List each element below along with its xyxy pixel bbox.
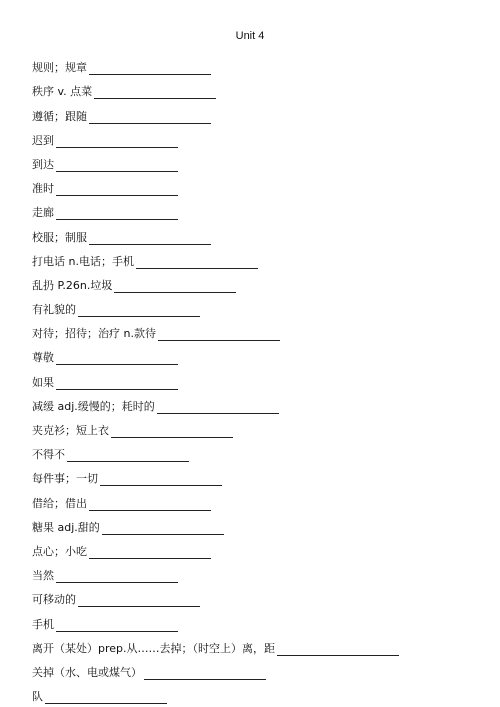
vocab-prompt: 糖果 adj.甜的 bbox=[32, 520, 100, 534]
vocab-row bbox=[32, 390, 480, 414]
answer-blank[interactable] bbox=[67, 449, 189, 462]
answer-blank[interactable] bbox=[56, 619, 178, 632]
answer-blank[interactable] bbox=[157, 401, 279, 414]
vocab-row bbox=[32, 220, 480, 244]
vocab-row bbox=[32, 245, 480, 269]
vocab-row bbox=[32, 607, 480, 631]
vocab-row bbox=[32, 99, 480, 123]
vocab-row bbox=[32, 124, 480, 148]
answer-blank[interactable] bbox=[56, 135, 178, 148]
vocab-prompt: 关掉（水、电或煤气） bbox=[32, 665, 142, 679]
answer-blank[interactable] bbox=[89, 546, 211, 559]
vocab-row bbox=[32, 632, 480, 656]
answer-blank[interactable] bbox=[277, 643, 399, 656]
answer-blank[interactable] bbox=[89, 62, 211, 75]
vocab-row bbox=[32, 462, 480, 486]
vocab-prompt: 乱扔 P.26n.垃圾 bbox=[32, 278, 113, 292]
answer-blank[interactable] bbox=[56, 207, 178, 220]
answer-blank[interactable] bbox=[102, 522, 224, 535]
vocab-prompt: 遵循；跟随 bbox=[32, 109, 87, 123]
vocab-row bbox=[32, 172, 480, 196]
vocab-row bbox=[32, 75, 480, 99]
answer-blank[interactable] bbox=[56, 377, 178, 390]
vocab-prompt: 准时 bbox=[32, 182, 54, 196]
vocab-row bbox=[32, 680, 480, 704]
vocab-prompt: 夹克衫；短上衣 bbox=[32, 424, 109, 437]
vocab-row bbox=[32, 293, 480, 317]
vocab-row bbox=[32, 438, 480, 462]
answer-blank[interactable] bbox=[56, 570, 178, 583]
vocab-row bbox=[32, 511, 480, 535]
vocab-prompt: 到达 bbox=[32, 157, 54, 171]
answer-blank[interactable] bbox=[89, 232, 211, 245]
vocab-prompt: 尊敬 bbox=[32, 351, 54, 365]
vocab-prompt: 离开（某处）prep.从……去掉；（时空上）离，距 bbox=[32, 641, 276, 655]
vocab-row bbox=[32, 365, 480, 389]
answer-blank[interactable] bbox=[56, 352, 178, 365]
vocab-prompt: 点心；小吃 bbox=[32, 544, 87, 558]
answer-blank[interactable] bbox=[89, 111, 211, 124]
vocab-row bbox=[32, 317, 480, 341]
answer-blank[interactable] bbox=[111, 425, 233, 438]
vocab-prompt: 对待；招待；治疗 n.款待 bbox=[32, 327, 156, 341]
vocab-row bbox=[32, 535, 480, 559]
answer-blank[interactable] bbox=[158, 328, 280, 341]
vocab-prompt: 队 bbox=[32, 690, 43, 704]
vocab-prompt: 当然 bbox=[32, 569, 54, 583]
vocab-prompt: 减缓 adj.缓慢的；耗时的 bbox=[32, 399, 155, 413]
answer-blank[interactable] bbox=[89, 498, 211, 511]
page-title: Unit 4 bbox=[235, 30, 265, 42]
vocab-row bbox=[32, 486, 480, 510]
vocab-row bbox=[32, 583, 480, 607]
answer-blank[interactable] bbox=[45, 691, 167, 704]
vocabulary-list bbox=[32, 51, 480, 704]
vocab-prompt: 规则；规章 bbox=[32, 61, 87, 75]
vocab-row bbox=[32, 341, 480, 365]
vocab-row bbox=[32, 559, 480, 583]
vocab-row bbox=[32, 414, 480, 438]
vocab-row bbox=[32, 656, 480, 680]
answer-blank[interactable] bbox=[78, 304, 200, 317]
answer-blank[interactable] bbox=[144, 667, 266, 680]
vocab-prompt: 每件事；一切 bbox=[32, 472, 98, 486]
vocab-row bbox=[32, 148, 480, 172]
vocab-prompt: 不得不 bbox=[32, 448, 65, 462]
vocab-prompt: 可移动的 bbox=[32, 593, 76, 607]
answer-blank[interactable] bbox=[78, 594, 200, 607]
vocab-prompt: 走廊 bbox=[32, 206, 54, 220]
vocab-prompt: 借给；借出 bbox=[32, 496, 87, 510]
answer-blank[interactable] bbox=[100, 473, 222, 486]
vocab-prompt: 如果 bbox=[32, 375, 54, 389]
vocab-row bbox=[32, 51, 480, 75]
vocab-prompt: 秩序 v. 点菜 bbox=[32, 85, 93, 99]
answer-blank[interactable] bbox=[136, 256, 258, 269]
vocab-prompt: 打电话 n.电话；手机 bbox=[32, 254, 134, 268]
vocab-prompt: 迟到 bbox=[32, 133, 54, 147]
answer-blank[interactable] bbox=[114, 280, 236, 293]
vocab-prompt: 有礼貌的 bbox=[32, 303, 76, 317]
answer-blank[interactable] bbox=[56, 183, 178, 196]
answer-blank[interactable] bbox=[56, 159, 178, 172]
vocab-prompt: 校服；制服 bbox=[32, 230, 87, 244]
vocab-row bbox=[32, 196, 480, 220]
vocab-prompt: 手机 bbox=[32, 617, 54, 631]
vocab-row bbox=[32, 269, 480, 293]
answer-blank[interactable] bbox=[94, 86, 216, 99]
